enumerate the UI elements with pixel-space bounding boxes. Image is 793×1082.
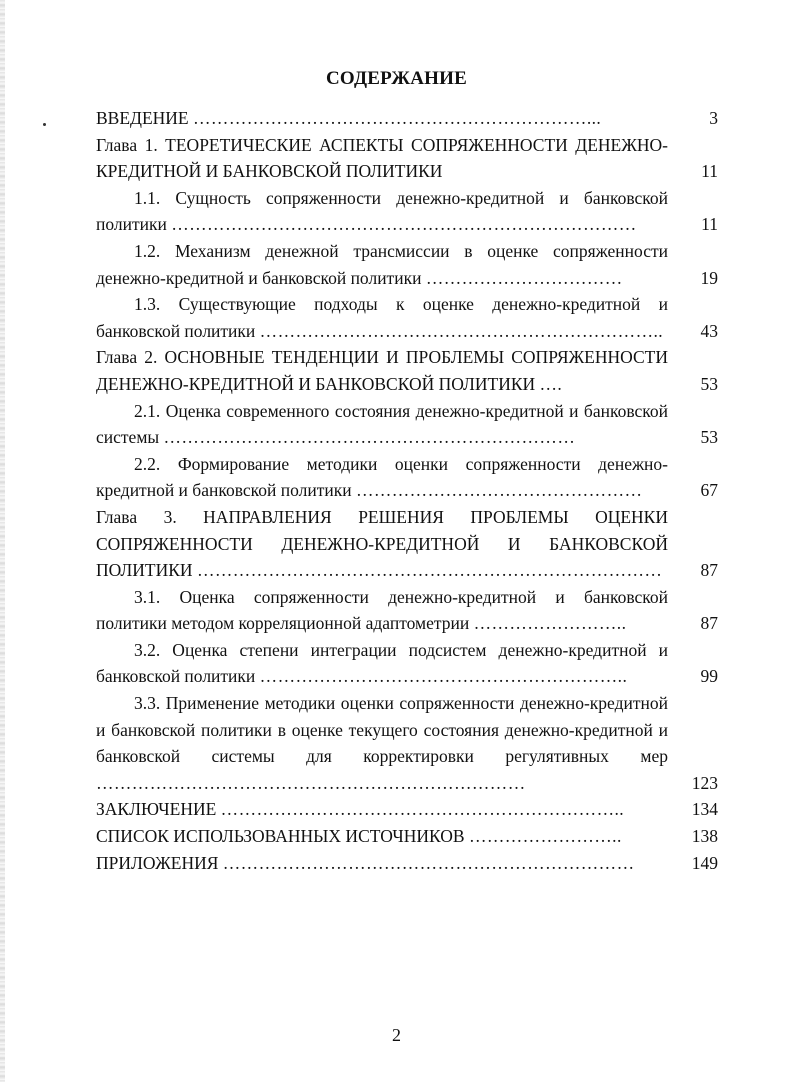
toc-leader-dots: ………………………………………………………….. <box>220 799 625 820</box>
toc-leader-dots: …………………………………………………………………… <box>196 560 663 581</box>
toc-page-number: 149 <box>691 852 718 873</box>
scan-speck <box>43 123 46 126</box>
toc-leader-dots: …………………….. <box>473 613 627 634</box>
toc-subsection-entry <box>96 238 718 291</box>
toc-chapter-entry <box>96 105 718 132</box>
toc-entry-text <box>96 238 668 291</box>
toc-leader-dots: …………………….. <box>468 826 622 847</box>
toc-page-number: 134 <box>691 799 718 820</box>
toc-entry-label: Глава 1. ТЕОРЕТИЧЕСКИЕ АСПЕКТЫ СОПРЯЖЕННОСТИ ДЕНЕЖНО-КРЕДИТНОЙ И БАНКОВСКОЙ ПОЛИТИКИ <box>96 134 668 182</box>
toc-entry-text <box>96 291 668 344</box>
toc-entry-label: 3.3. Применение методики оценки сопряженности денежно-кредитной и банковской политики в оценке текущего состояния денежно-кредитной и банковской системы для корректировки регулятивных мер <box>96 693 668 767</box>
toc-leader-dots: …………………………… <box>425 267 623 288</box>
toc-entry-label: 1.1. Сущность сопряженности денежно-кредитной и банковской политики <box>96 187 668 235</box>
toc-entry-text <box>96 690 668 796</box>
toc-entry-text <box>96 823 668 850</box>
toc-entry-text <box>96 132 668 185</box>
toc-page-number: 99 <box>700 666 718 687</box>
toc-chapter-entry <box>96 132 718 185</box>
toc-entry-text <box>96 105 668 132</box>
page-title: СОДЕРЖАНИЕ <box>326 68 467 89</box>
toc-page-number: 123 <box>691 772 718 793</box>
toc-chapter-entry <box>96 823 718 850</box>
toc-subsection-entry <box>96 398 718 451</box>
toc-subsection-entry <box>96 291 718 344</box>
toc-entry-label: ЗАКЛЮЧЕНИЕ <box>96 799 217 820</box>
toc-entry-text <box>96 185 668 238</box>
toc-entry-text <box>96 637 668 690</box>
toc-entry-label: ПРИЛОЖЕНИЯ <box>96 852 219 873</box>
toc-entry-label: 1.3. Существующие подходы к оценке денежно-кредитной и банковской политики <box>96 294 668 341</box>
toc-page-number: 87 <box>700 560 718 581</box>
toc-leader-dots: ………………………………………… <box>355 480 643 501</box>
toc-entry-label: 3.1. Оценка сопряженности денежно-кредитной и банковской политики методом корреляционной адаптометрии <box>96 586 668 634</box>
toc-leader-dots: …………………………………………………….. <box>259 666 628 687</box>
toc-page-number: 53 <box>700 373 718 394</box>
toc-entry-label: ВВЕДЕНИЕ <box>96 108 189 128</box>
toc-leader-dots: …………………………………………………………………… <box>171 214 637 235</box>
toc-entry-text <box>96 796 668 823</box>
toc-subsection-entry <box>96 584 718 637</box>
toc-entry-text <box>96 451 668 504</box>
toc-page-number: 53 <box>700 427 718 448</box>
toc-subsection-entry <box>96 690 718 796</box>
toc-chapter-entry <box>96 796 718 823</box>
toc-leader-dots: ………………………………………………………….. <box>259 320 664 341</box>
toc-page-number: 11 <box>701 161 718 182</box>
toc-entry-label: Глава 3. НАПРАВЛЕНИЯ РЕШЕНИЯ ПРОБЛЕМЫ ОЦЕНКИ СОПРЯЖЕННОСТИ ДЕНЕЖНО-КРЕДИТНОЙ И БАНКОВСКОЙ ПОЛИТИКИ <box>96 506 668 581</box>
toc-chapter-entry <box>96 344 718 397</box>
page-number: 2 <box>392 1025 401 1045</box>
toc-leader-dots: ……………………………………………………………… <box>96 772 526 793</box>
toc-page-number: 43 <box>700 320 718 341</box>
toc-entry-text <box>96 398 668 451</box>
toc-chapter-entry <box>96 504 718 584</box>
toc-entry-label: 3.2. Оценка степени интеграции подсистем денежно-кредитной и банковской политики <box>96 639 668 687</box>
toc-page-number: 138 <box>691 826 718 847</box>
toc-chapter-entry <box>96 850 718 877</box>
toc-entry-label: СПИСОК ИСПОЛЬЗОВАННЫХ ИСТОЧНИКОВ <box>96 826 465 847</box>
toc-page-number: 19 <box>700 267 718 288</box>
toc-entry-label: 2.2. Формирование методики оценки сопряженности денежно-кредитной и банковской политики <box>96 453 668 501</box>
toc-page-number: 3 <box>709 108 718 128</box>
toc-entry-label: 2.1. Оценка современного состояния денежно-кредитной и банковской системы <box>96 400 668 448</box>
toc-leader-dots: …………………………………………………………... <box>193 108 602 128</box>
toc-entry-text <box>96 504 668 584</box>
toc-entry-label: Глава 2. ОСНОВНЫЕ ТЕНДЕНЦИИ И ПРОБЛЕМЫ СОПРЯЖЕННОСТИ ДЕНЕЖНО-КРЕДИТНОЙ И БАНКОВСКОЙ ПОЛИТИКИ <box>96 347 668 394</box>
toc-subsection-entry <box>96 637 718 690</box>
toc-subsection-entry <box>96 451 718 504</box>
toc-page-number: 87 <box>700 613 718 634</box>
toc-entry-text <box>96 584 668 637</box>
toc-entry-text <box>96 850 668 877</box>
toc-leader-dots: …. <box>539 373 563 394</box>
scan-edge <box>0 0 5 1082</box>
toc-page-number: 11 <box>701 214 718 235</box>
toc-page-number: 67 <box>700 480 718 501</box>
toc-leader-dots: …………………………………………………………… <box>222 852 635 873</box>
toc-subsection-entry <box>96 185 718 238</box>
toc-leader-dots: …………………………………………………………… <box>163 427 576 448</box>
table-of-contents <box>96 105 718 876</box>
toc-entry-label: 1.2. Механизм денежной трансмиссии в оценке сопряженности денежно-кредитной и банковской политики <box>96 240 668 288</box>
toc-entry-text <box>96 344 668 397</box>
